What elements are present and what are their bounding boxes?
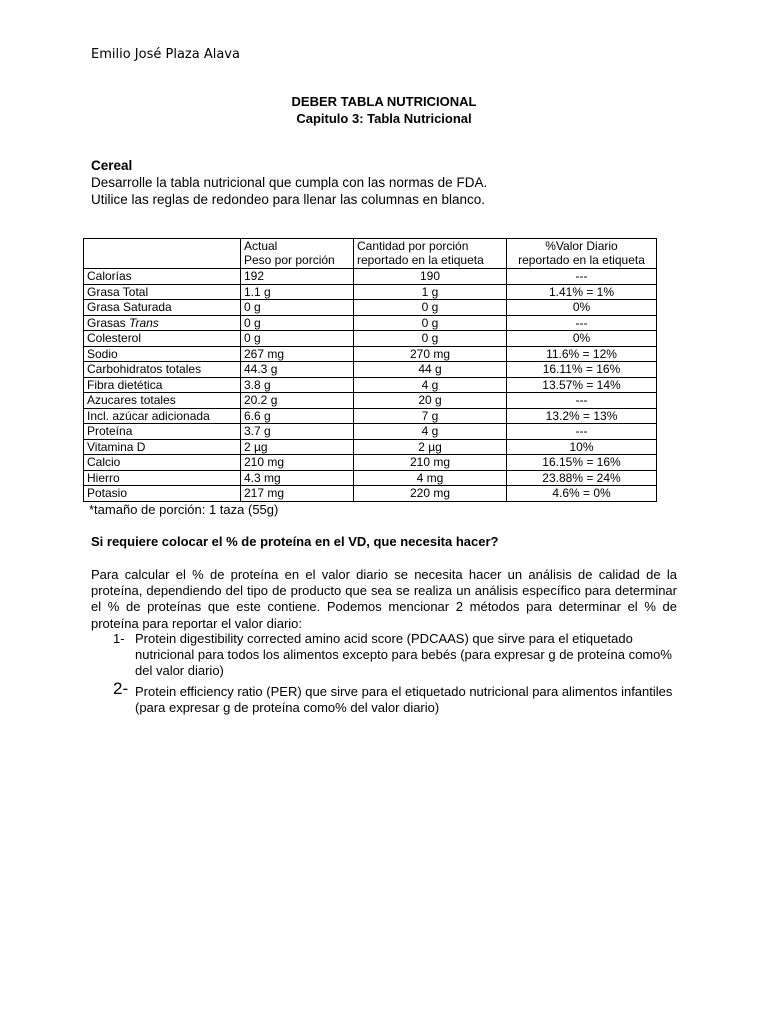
document-title: DEBER TABLA NUTRICIONAL	[291, 94, 477, 109]
nutrient-name: Vitamina D	[84, 439, 241, 455]
reported-amount: 4 mg	[354, 470, 507, 486]
reported-amount: 0 g	[354, 315, 507, 331]
table-row	[84, 455, 657, 471]
header-actual-line-1: Actual	[244, 239, 278, 253]
nutrient-name: Calorías	[84, 269, 241, 285]
actual-weight: 20.2 g	[241, 393, 354, 409]
nutrient-name: Grasa Total	[84, 284, 241, 300]
table-row	[84, 408, 657, 424]
nutrient-name: Colesterol	[84, 331, 241, 347]
reported-amount: 270 mg	[354, 346, 507, 362]
table-row	[84, 346, 657, 362]
actual-weight: 1.1 g	[241, 284, 354, 300]
header-dv-line-2: reportado en la etiqueta	[518, 253, 645, 267]
answer-paragraph: Para calcular el % de proteína en el valor diario se necesita hacer un análisis de calidad de la proteína, dependiendo del tipo de producto que sea se realiza un análisis específico para determinar el % de proteínas que este contiene. Podemos mencionar 2 métodos para determinar el % de proteína para reportar el valor diario:	[91, 567, 677, 631]
reported-amount: 1 g	[354, 284, 507, 300]
header-reported-line-1: Cantidad por porción	[357, 239, 469, 253]
list-item	[91, 631, 677, 680]
question: Si requiere colocar el % de proteína en el VD, que necesita hacer?	[91, 534, 499, 549]
reported-amount: 4 g	[354, 377, 507, 393]
table-body	[84, 269, 657, 502]
section-heading: Cereal	[91, 158, 133, 173]
table-row	[84, 315, 657, 331]
nutrient-name: Proteína	[84, 424, 241, 440]
header-reported-line-2: reportado en la etiqueta	[357, 253, 484, 267]
method-list-item-2	[91, 679, 677, 716]
table-row	[84, 331, 657, 347]
daily-value-percent: 0%	[507, 331, 657, 347]
header-daily-value	[507, 239, 657, 269]
actual-weight: 3.8 g	[241, 377, 354, 393]
table-row	[84, 424, 657, 440]
table-row	[84, 300, 657, 316]
nutrient-name: Grasa Saturada	[84, 300, 241, 316]
actual-weight: 2 µg	[241, 439, 354, 455]
instruction-line-1: Desarrolle la tabla nutricional que cumpla con las normas de FDA.	[91, 175, 488, 190]
daily-value-percent: 1.41% = 1%	[507, 284, 657, 300]
daily-value-percent: 16.11% = 16%	[507, 362, 657, 378]
nutrient-name-prefix: Grasas	[87, 315, 130, 330]
daily-value-percent: 23.88% = 24%	[507, 470, 657, 486]
reported-amount: 7 g	[354, 408, 507, 424]
actual-weight: 0 g	[241, 300, 354, 316]
actual-weight: 267 mg	[241, 346, 354, 362]
document-subtitle: Capitulo 3: Tabla Nutricional	[296, 111, 472, 126]
author-name: Emilio José Plaza Alava	[91, 47, 240, 62]
table-row	[84, 362, 657, 378]
nutrient-name: Calcio	[84, 455, 241, 471]
table-header-row	[84, 239, 657, 269]
nutrition-table	[83, 238, 657, 502]
actual-weight: 192	[241, 269, 354, 285]
actual-weight: 6.6 g	[241, 408, 354, 424]
daily-value-percent: 13.2% = 13%	[507, 408, 657, 424]
header-actual-line-2: Peso por porción	[244, 253, 335, 267]
table-row	[84, 377, 657, 393]
table-row	[84, 439, 657, 455]
nutrient-name: Azucares totales	[84, 393, 241, 409]
reported-amount: 0 g	[354, 331, 507, 347]
daily-value-percent: 10%	[507, 439, 657, 455]
actual-weight: 3.7 g	[241, 424, 354, 440]
nutrient-name-italic: Trans	[129, 315, 159, 330]
reported-amount: 190	[354, 269, 507, 285]
cereal-section	[91, 157, 691, 208]
list-number: 2-	[113, 679, 129, 698]
daily-value-percent: ---	[507, 315, 657, 331]
daily-value-percent: ---	[507, 424, 657, 440]
daily-value-percent: ---	[507, 269, 657, 285]
actual-weight: 0 g	[241, 315, 354, 331]
daily-value-percent: 4.6% = 0%	[507, 486, 657, 502]
title-block	[0, 93, 768, 127]
list-number: 1-	[113, 631, 125, 646]
nutrient-name	[84, 315, 241, 331]
actual-weight: 4.3 mg	[241, 470, 354, 486]
daily-value-percent: 16.15% = 16%	[507, 455, 657, 471]
daily-value-percent: 11.6% = 12%	[507, 346, 657, 362]
nutrient-name: Carbohidratos totales	[84, 362, 241, 378]
header-dv-line-1: %Valor Diario	[545, 239, 618, 253]
table-row	[84, 284, 657, 300]
header-reported	[354, 239, 507, 269]
nutrient-name: Sodio	[84, 346, 241, 362]
nutrient-name: Hierro	[84, 470, 241, 486]
list-item	[91, 679, 677, 716]
serving-size-footnote: *tamaño de porción: 1 taza (55g)	[89, 502, 279, 517]
table-row	[84, 486, 657, 502]
nutrient-name: Fibra dietética	[84, 377, 241, 393]
table-row	[84, 470, 657, 486]
reported-amount: 210 mg	[354, 455, 507, 471]
actual-weight: 210 mg	[241, 455, 354, 471]
reported-amount: 0 g	[354, 300, 507, 316]
actual-weight: 44.3 g	[241, 362, 354, 378]
list-text: Protein efficiency ratio (PER) que sirve para el etiquetado nutricional para alimentos infantiles (para expresar g de proteína como% del valor diario)	[135, 684, 673, 716]
reported-amount: 2 µg	[354, 439, 507, 455]
method-list-item-1	[91, 631, 677, 680]
reported-amount: 44 g	[354, 362, 507, 378]
table-row	[84, 393, 657, 409]
actual-weight: 0 g	[241, 331, 354, 347]
header-actual	[241, 239, 354, 269]
instruction-line-2: Utilice las reglas de redondeo para llenar las columnas en blanco.	[91, 192, 485, 207]
daily-value-percent: 0%	[507, 300, 657, 316]
reported-amount: 220 mg	[354, 486, 507, 502]
list-text: Protein digestibility corrected amino acid score (PDCAAS) que sirve para el etiquetado nutricional para todos los alimentos excepto para bebés (para expresar g de proteína como% del valor diario)	[135, 631, 672, 679]
daily-value-percent: ---	[507, 393, 657, 409]
nutrient-name: Incl. azúcar adicionada	[84, 408, 241, 424]
reported-amount: 4 g	[354, 424, 507, 440]
reported-amount: 20 g	[354, 393, 507, 409]
actual-weight: 217 mg	[241, 486, 354, 502]
table-row	[84, 269, 657, 285]
daily-value-percent: 13.57% = 14%	[507, 377, 657, 393]
header-nutrient	[84, 239, 241, 269]
nutrient-name: Potasio	[84, 486, 241, 502]
